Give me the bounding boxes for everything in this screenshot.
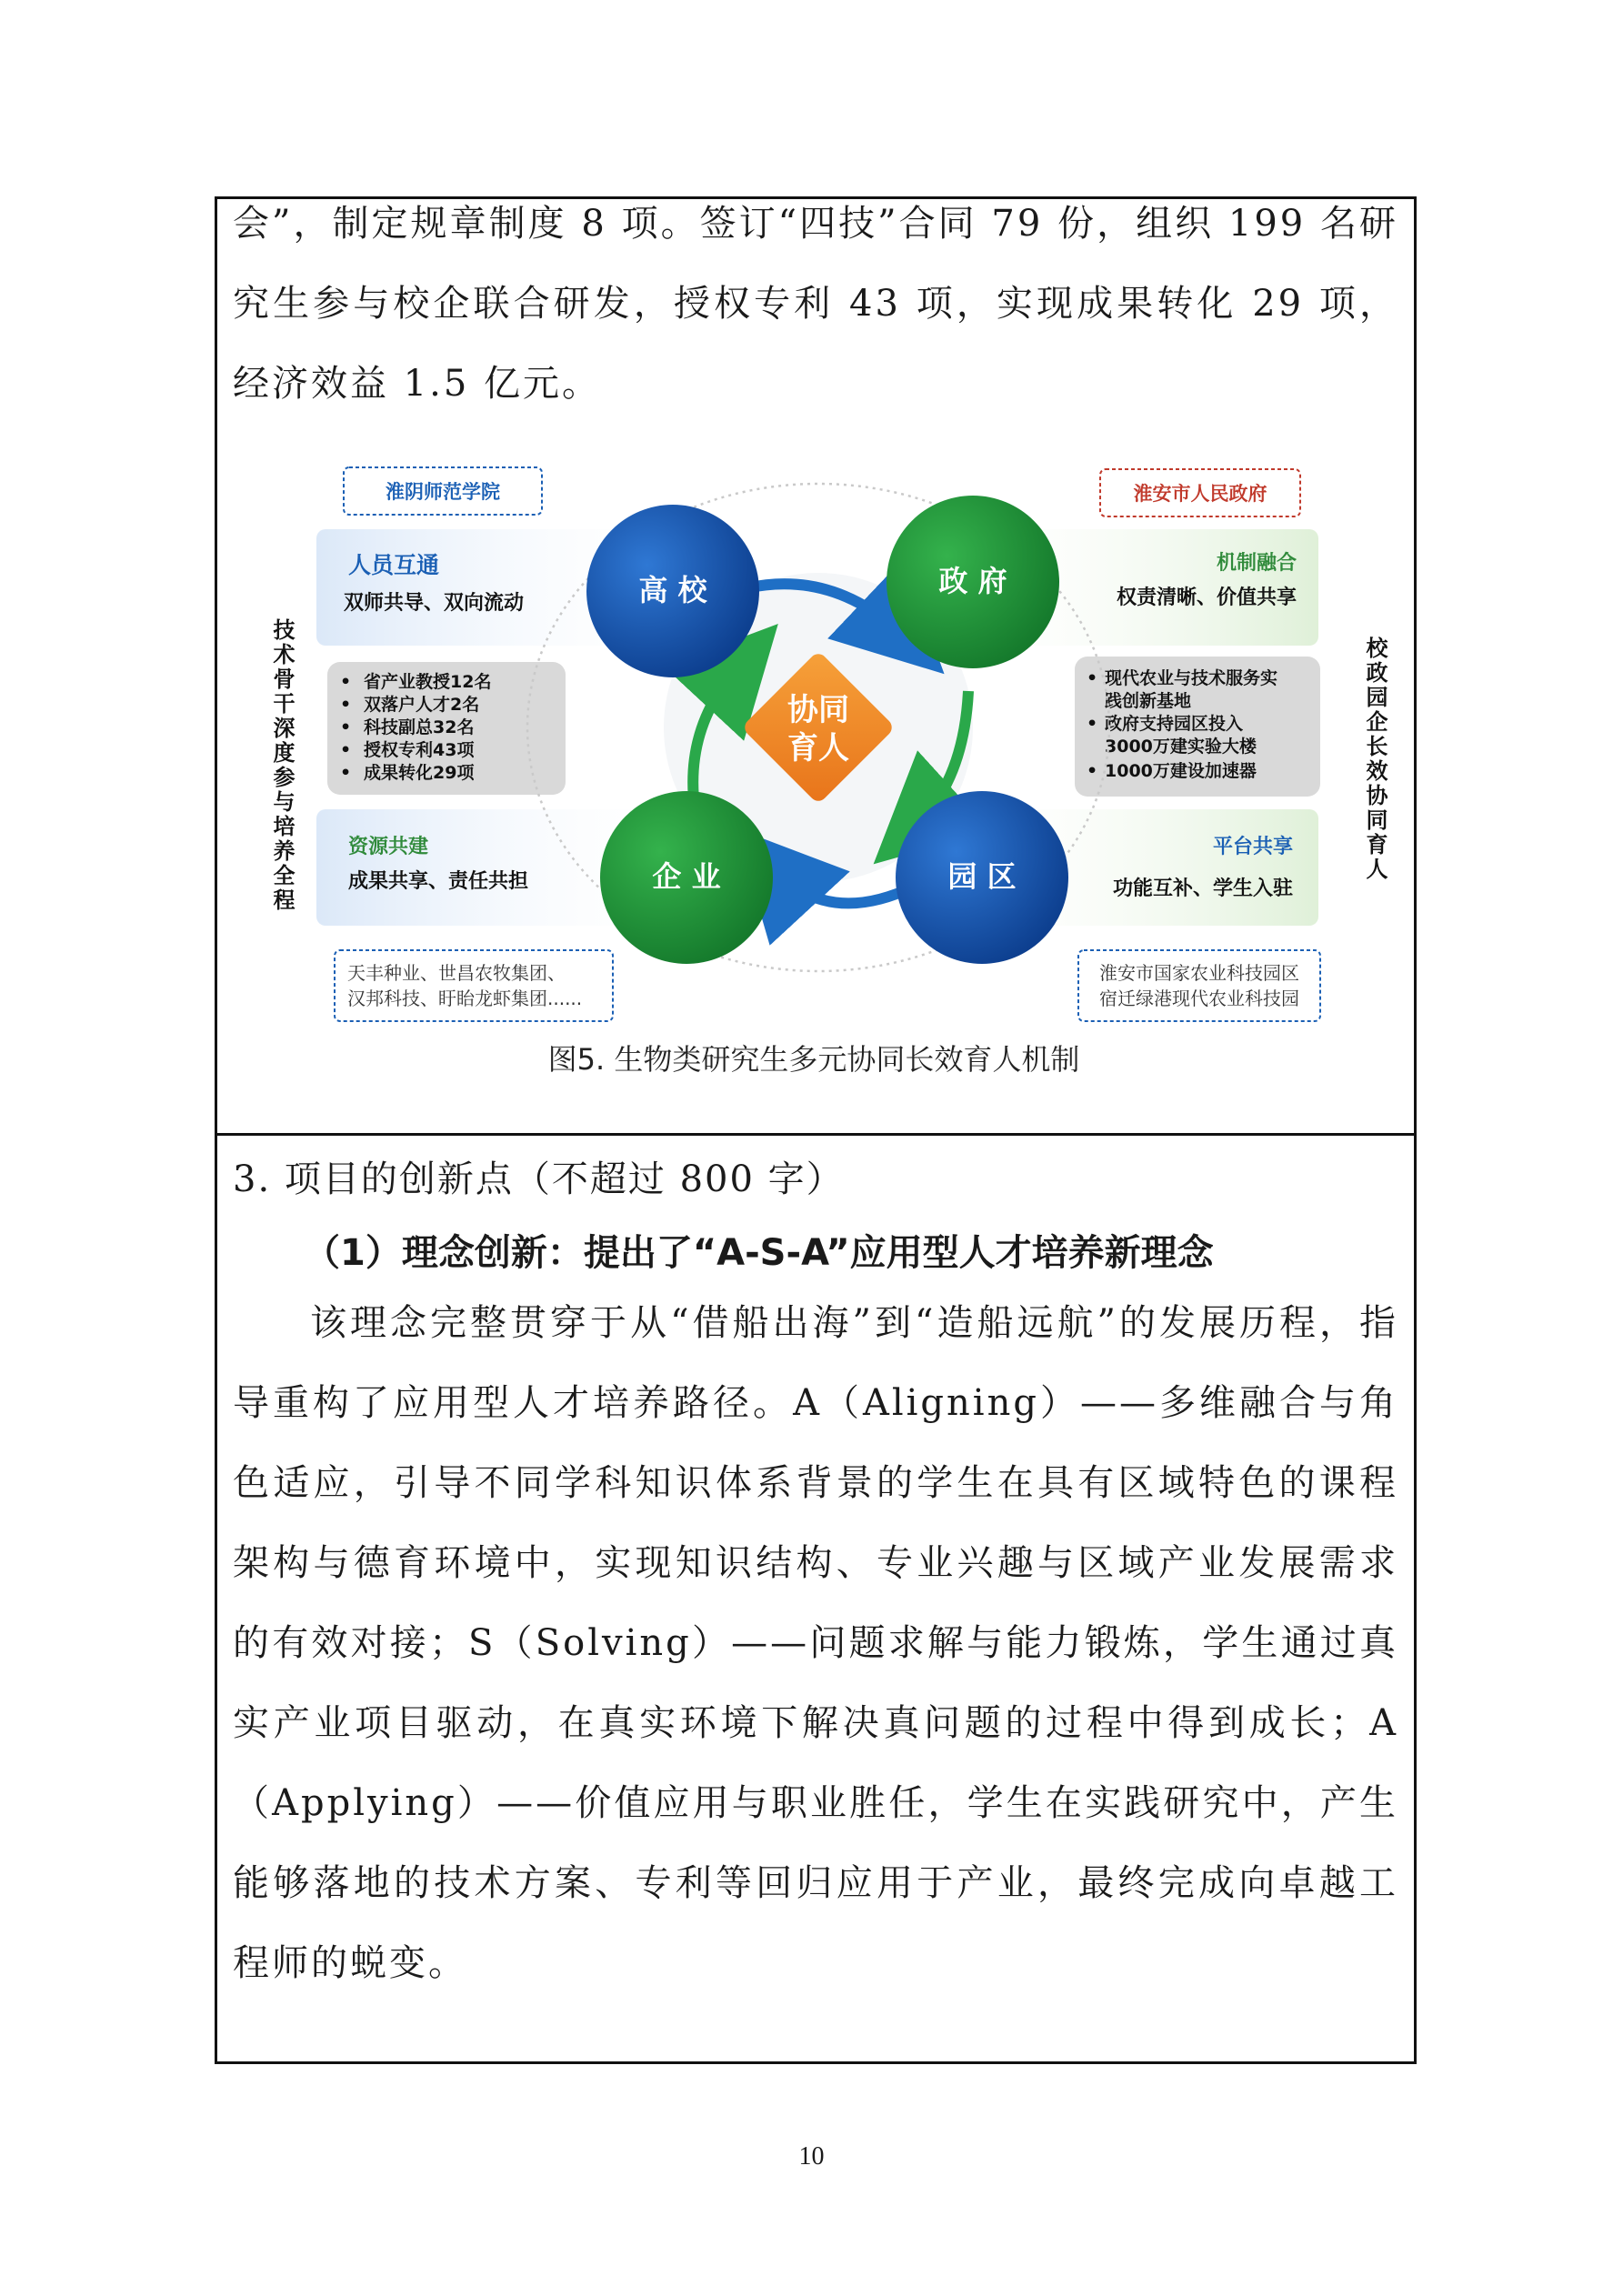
intro-paragraph: 会”，制定规章制度 8 项。签订“四技”合同 79 份，组织 199 名研究生参与校企联合研发，授权专利 43 项，实现成果转化 29 项，经济效益 1.5 亿元。 [233, 203, 1398, 405]
center-label-line1: 协同 [787, 692, 849, 728]
top-right-label: 淮安市人民政府 [1133, 483, 1267, 505]
left-list-item: 科技副总32名 [364, 717, 475, 737]
left-list-item: 授权专利43项 [364, 740, 475, 760]
right-list-item: 现代农业与技术服务实 [1105, 668, 1278, 688]
qiye-label: 企 业 [652, 859, 721, 894]
bottom-right-line2: 宿迁绿港现代农业科技园 [1099, 988, 1299, 1009]
table-row-divider [215, 1133, 1417, 1136]
people-title: 人员互通 [348, 552, 440, 578]
left-list-bullet: • [340, 672, 352, 692]
right-list-item: 3000万建实验大楼 [1105, 737, 1257, 757]
right-list-item: 践创新基地 [1105, 691, 1192, 711]
mechanism-title: 机制融合 [1216, 552, 1297, 575]
left-list-bullet: • [340, 763, 352, 783]
resource-title: 资源共建 [348, 836, 429, 858]
page-number: 10 [798, 2142, 825, 2171]
right-list-bullet: • [1087, 714, 1098, 734]
right-list-item: 政府支持园区投入 [1105, 714, 1244, 734]
bottom-left-label-box [335, 950, 613, 1021]
right-list-bullet: • [1087, 668, 1098, 688]
section-body-text: 该理念完整贯穿于从“借船出海”到“造船远航”的发展历程，指导重构了应用型人才培养路径。A（Aligning）——多维融合与角色适应，引导不同学科知识体系背景的学生在具有区域特色的课程架构与德育环境中，实现知识结构、专业兴趣与区域产业发展需求的有效对接；S（Solving）——问题求解与能力锻炼，学生通过真实产业项目驱动，在真实环境下解决真问题的过程中得到成长；A（Applying）——价值应用与职业胜任，学生在实践研究中，产生能够落地的技术方案、专利等回归应用于产业，最终完成向卓越工程师的蜕变。 [233, 1302, 1398, 1984]
right-vertical-label: 校政园企长效协同育人 [1362, 637, 1388, 882]
mechanism-figure [236, 455, 1391, 1091]
figure-caption: 图5. 生物类研究生多元协同长效育人机制 [547, 1042, 1080, 1077]
left-list-item: 双落户人才2名 [364, 695, 480, 715]
left-list-bullet: • [340, 740, 352, 760]
platform-desc: 功能互补、学生入驻 [1112, 877, 1293, 900]
left-list-item: 省产业教授12名 [364, 672, 492, 692]
section-body [233, 1283, 1398, 2003]
mechanism-diagram [236, 455, 1391, 1037]
bottom-left-line1: 天丰种业、世昌农牧集团、 [347, 962, 566, 984]
center-label-line2: 育人 [787, 730, 849, 767]
section-heading: 3. 项目的创新点（不超过 800 字） [233, 1158, 845, 1200]
left-list-bullet: • [340, 717, 352, 737]
right-list-bullet: • [1087, 761, 1098, 781]
section-subheading: （1）理念创新：提出了“A-S-A”应用型人才培养新理念 [304, 1232, 1214, 1274]
top-left-label: 淮阴师范学院 [386, 481, 500, 503]
people-desc: 双师共导、双向流动 [344, 592, 525, 615]
bottom-left-line2: 汉邦科技、盱眙龙虾集团...... [347, 988, 583, 1009]
resource-desc: 成果共享、责任共担 [348, 870, 529, 893]
platform-title: 平台共享 [1212, 836, 1293, 858]
yuanqu-label: 园 区 [947, 859, 1017, 894]
bottom-right-line1: 淮安市国家农业科技园区 [1099, 962, 1299, 984]
left-list-bullet: • [340, 695, 352, 715]
gaoxiao-label: 高 校 [638, 573, 707, 607]
mechanism-desc: 权责清晰、价值共享 [1116, 587, 1297, 609]
zhengfu-label: 政 府 [938, 564, 1007, 598]
right-list-item: 1000万建设加速器 [1105, 761, 1257, 781]
left-vertical-label: 技术骨干深度参与培养全程 [269, 618, 295, 913]
left-list-item: 成果转化29项 [364, 763, 475, 783]
bottom-right-label-box [1078, 950, 1320, 1021]
